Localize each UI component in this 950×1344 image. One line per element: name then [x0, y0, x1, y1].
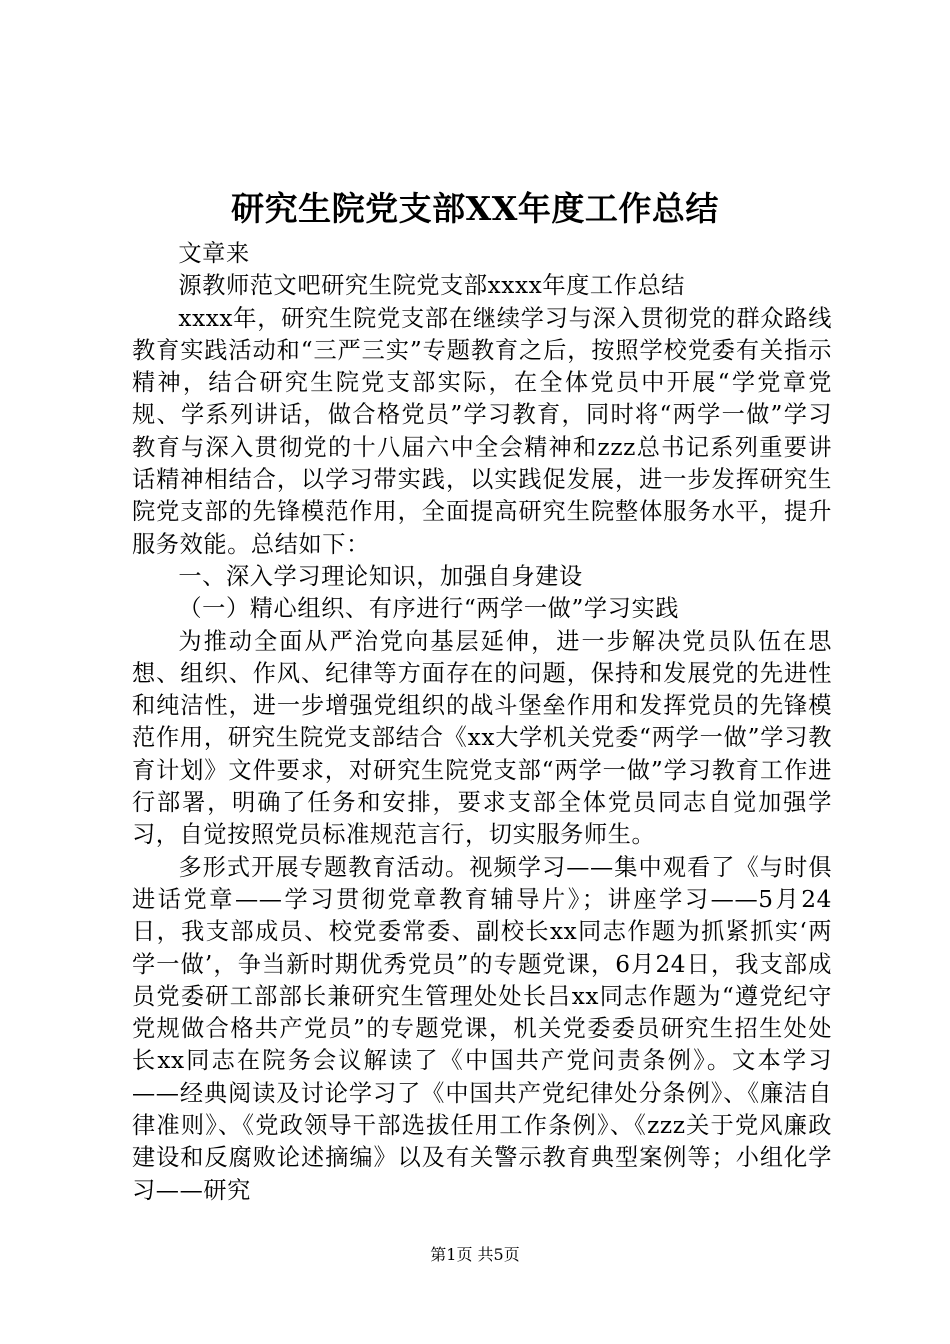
paragraph: 源教师范文吧研究生院党支部xxxx年度工作总结 [178, 272, 686, 300]
document-title: 研究生院党支部XX年度工作总结 [231, 189, 719, 228]
paragraph: 文章来 [178, 240, 250, 267]
page-footer: 第1页 共5页 [430, 1245, 520, 1264]
paragraph: xxxx年，研究生院党支部在继续学习与深入贯彻党的群众路线教育实践活动和“三严三实”专题教育之后，按照学校党委有关指示精神，结合研究生院党支部实际，在全体党员中开展“学党章党规、学系列讲话，做合格党员”学习教育，同时将“两学一做”学习教育与深入贯彻党的十八届六中全会精神和zzz总书记系列重要讲话精神相结合，以学习带实践，以实践促发展，进一步发挥研究生院党支部的先锋模范作用，全面提高研究生院整体服务水平，提升服务效能。总结如下： [132, 304, 832, 558]
paragraph: 多形式开展专题教育活动。视频学习——集中观看了《与时俱进话党章——学习贯彻党章教育辅导片》；讲座学习——5月24日，我支部成员、校党委常委、副校长xx同志作题为抓紧抓实‘两学一做’，争当新时期优秀党员”的专题党课，6月24日，我支部成员党委研工部部长兼研究生管理处处长吕xx同志作题为“遵党纪守党规做合格共产党员”的专题党课，机关党委委员研究生招生处处长xx同志在院务会议解读了《中国共产党问责条例》。文本学习——经典阅读及讨论学习了《中国共产党纪律处分条例》、《廉洁自律准则》、《党政领导干部选拔任用工作条例》、《zzz关于党风廉政建设和反腐败论述摘编》以及有关警示教育典型案例等；小组化学习——研究 [132, 853, 832, 1204]
section-heading: 一、深入学习理论知识，加强自身建设 [178, 562, 583, 590]
subsection-heading: （一）精心组织、有序进行“两学一做”学习实践 [178, 595, 680, 623]
paragraph: 为推动全面从严治党向基层延伸，进一步解决党员队伍在思想、组织、作风、纪律等方面存在的问题，保持和发展党的先进性和纯洁性，进一步增强党组织的战斗堡垒作用和发挥党员的先锋模范作用，研究生院党支部结合《xx大学机关党委“两学一做”学习教育计划》文件要求，对研究生院党支部“两学一做”学习教育工作进行部署，明确了任务和安排，要求支部全体党员同志自觉加强学习，自觉按照党员标准规范言行，切实服务师生。 [132, 627, 832, 849]
document-body [132, 238, 832, 1207]
